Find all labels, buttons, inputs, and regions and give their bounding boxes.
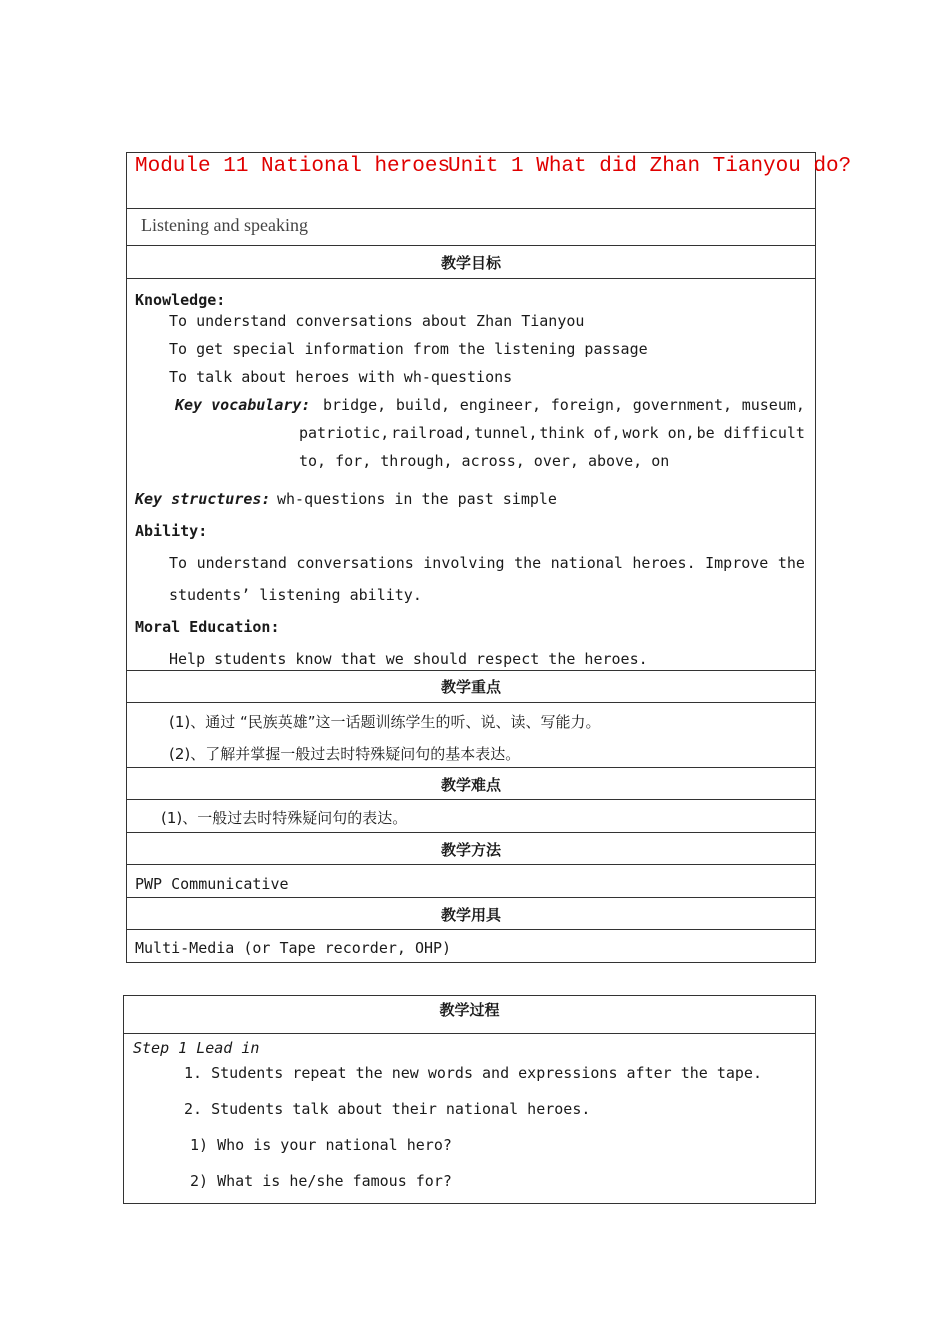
ability-word: conversations [296, 554, 414, 572]
vocab-line: to, for, through, across, over, above, on [299, 452, 670, 470]
ability-word: the [514, 554, 542, 572]
ability-word: the [777, 554, 805, 572]
knowledge-item: To talk about heroes with wh-questions [169, 368, 513, 386]
ability-word: To [169, 554, 188, 572]
vocab-word: bridge, [323, 396, 387, 414]
subtitle-row [127, 208, 815, 246]
vocab-word: foreign, [550, 396, 623, 414]
knowledge-item: To understand conversations about Zhan Tianyou [169, 312, 585, 330]
lesson-plan-table [126, 152, 852, 963]
tools: Multi-Media (or Tape recorder, OHP) [135, 939, 452, 957]
difficulties-header-row [127, 767, 815, 800]
vocab-word: work on, [622, 424, 695, 442]
ability-word: involving [423, 554, 505, 572]
vocab-word: be difficult [696, 424, 805, 442]
process-header: 教学过程 [439, 1001, 500, 1019]
title-unit: Unit 1 What did Zhan Tianyou do? [448, 155, 852, 178]
step-item: 2. Students talk about their national heroes. [184, 1100, 591, 1118]
tools-header-row [127, 897, 815, 930]
difficulties-row [127, 799, 815, 833]
vocab-label: Key vocabulary: [175, 396, 311, 414]
method-header-row [127, 832, 815, 865]
difficulty: (1)、一般过去时特殊疑问句的表达。 [161, 809, 408, 827]
moral-label: Moral Education: [135, 618, 280, 636]
goals-header-row [127, 245, 815, 279]
ability-word: Improve [705, 554, 769, 572]
vocab-word: engineer, [459, 396, 542, 414]
key-point: (2)、了解并掌握一般过去时特殊疑问句的基本表达。 [169, 745, 521, 763]
vocab-word: railroad, [391, 424, 473, 442]
knowledge-label: Knowledge: [135, 291, 226, 309]
goals-header: 教学目标 [440, 254, 501, 272]
process-header-row [124, 996, 815, 1034]
moral-text: Help students know that we should respect the heroes. [169, 650, 648, 668]
difficulties-header: 教学难点 [440, 776, 501, 794]
ability-label: Ability: [135, 522, 208, 540]
vocab-line [323, 396, 805, 414]
knowledge-item: To get special information from the listening passage [169, 340, 648, 358]
vocab-word: museum, [741, 396, 805, 414]
step-label: Step 1 Lead in [133, 1039, 260, 1057]
tools-header: 教学用具 [440, 906, 501, 924]
ability-line [169, 554, 805, 572]
key-point: (1)、通过 “民族英雄”这一话题训练学生的听、说、读、写能力。 [169, 713, 601, 731]
teaching-process-table [123, 995, 816, 1204]
tools-row [127, 929, 815, 962]
key-points-row [127, 702, 815, 768]
ability-word: heroes. [632, 554, 696, 572]
goals-content-row [127, 278, 815, 701]
vocab-word: patriotic, [299, 424, 390, 442]
structures-label: Key structures: [135, 490, 271, 508]
ability-word: understand [196, 554, 287, 572]
method-header: 教学方法 [440, 841, 501, 859]
vocab-word: build, [395, 396, 451, 414]
process-content-row [124, 1033, 815, 1204]
vocab-word: government, [632, 396, 733, 414]
step-item: 1. Students repeat the new words and expressions after the tape. [184, 1064, 762, 1082]
method: PWP Communicative [135, 875, 289, 893]
vocab-line [299, 424, 805, 442]
key-points-header: 教学重点 [440, 678, 501, 696]
subtitle: Listening and speaking [141, 215, 308, 235]
title-module: Module 11 National heroes [135, 155, 451, 178]
key-points-header-row [127, 670, 815, 703]
method-row [127, 864, 815, 898]
structures-text: wh-questions in the past simple [277, 490, 557, 508]
title-row [127, 153, 852, 209]
vocab-word: think of, [539, 424, 621, 442]
ability-line: students’ listening ability. [169, 586, 422, 604]
question-item: 1) Who is your national hero? [190, 1136, 452, 1154]
vocab-word: tunnel, [474, 424, 538, 442]
question-item: 2) What is he/she famous for? [190, 1172, 452, 1190]
ability-word: national [550, 554, 623, 572]
